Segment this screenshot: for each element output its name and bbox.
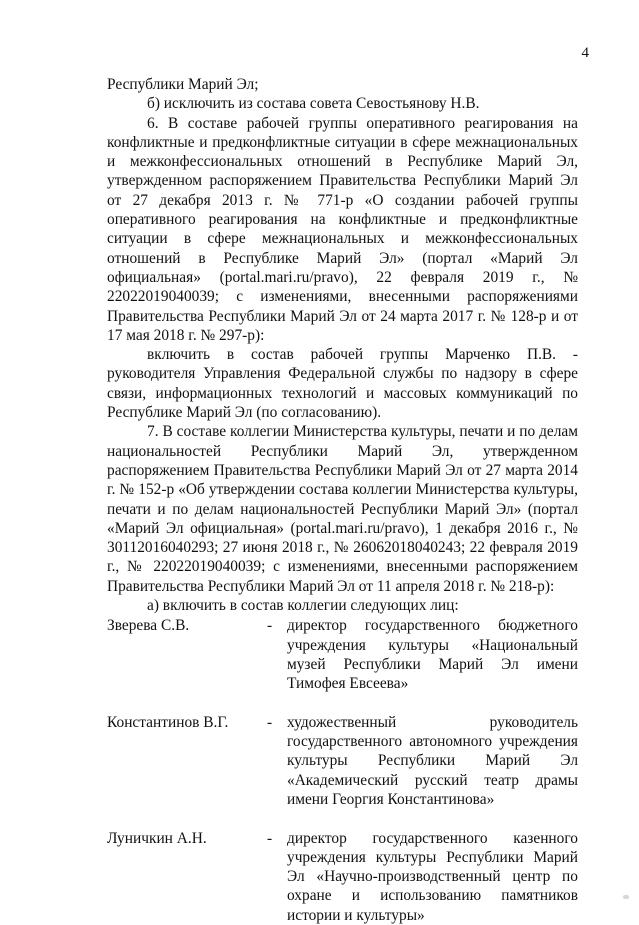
page-number: 4 [581,45,589,61]
appointee-position: директор государственного казенного учреждения культуры Республики Марий Эл «Научно-производственный центр по охране и использованию памятников истории и культуры» [287,829,578,924]
appointee-dash: - [267,713,273,731]
paragraph-continuation: Республики Марий Эл; [107,76,259,93]
scan-mark [623,895,629,899]
paragraph-include-marchenko: включить в состав рабочей группы Марченко П.В. - руководителя Управления Федеральной службы по надзору в сфере связи, информационных технологий и массовых коммуникаций по Республике Марий Эл (по согласованию). [107,346,578,422]
appointee-dash: - [267,829,273,847]
appointee-row [107,616,578,693]
paragraph-item-6: 6. В составе рабочей группы оперативного реагирования на конфликтные и предконфликтные ситуации в сфере межнациональных и межконфессиональных отношений в Республике Марий Эл, утвержденном распоряжением Правительства Республики Марий Эл от 27 декабря 2013 г. № 771-р «О создании рабочей группы оперативного реагирования на конфликтные и предконфликтные ситуации в сфере межнациональных и межконфессиональных отношений в Республике Марий Эл» (портал «Марий Эл официальная» (portal.mari.ru/pravo), 22 февраля 2019 г., № 22022019040039; с изменениями, внесенными распоряжениями Правительства Республики Марий Эл от 24 марта 2017 г. № 128-р и от 17 мая 2018 г. № 297-р): [107,114,578,344]
appointee-list [107,616,578,925]
paragraph-item-7: 7. В составе коллегии Министерства культуры, печати и по делам национальностей Республики Марий Эл, утвержденном распоряжением Правительства Республики Марий Эл от 27 марта 2014 г. № 152-р «Об утверждении состава коллегии Министерства культуры, печати и по делам национальностей Республики Марий Эл» (портал «Марий Эл официальная» (portal.mari.ru/pravo), 1 декабря 2016 г., № 30112016040293; 27 июня 2018 г., № 26062018040243; 22 февраля 2019 г., № 22022019040039; с изменениями, внесенными распоряжением Правительства Республики Марий Эл от 11 апреля 2018 г. № 218-р): [107,423,578,595]
paragraph-item-b: б) исключить из состава совета Севостьянову Н.В. [147,95,480,113]
appointee-name: Зверева С.В. [107,617,190,635]
appointee-dash: - [267,617,273,635]
document-body [107,75,578,925]
appointee-name: Луничкин А.Н. [107,829,207,847]
appointee-row [107,713,578,809]
appointee-name: Константинов В.Г. [107,713,229,731]
appointee-position: художественный руководитель государственного автономного учреждения культуры Республики Марий Эл «Академический русский театр драмы имени Георгия Константинова» [287,713,578,808]
appointee-position: директор государственного бюджетного учреждения культуры «Национальный музей Республики Марий Эл имени Тимофея Евсеева» [287,617,578,693]
appointee-row [107,829,578,925]
paragraph-item-a: а) включить в состав коллегии следующих лиц: [147,597,459,615]
